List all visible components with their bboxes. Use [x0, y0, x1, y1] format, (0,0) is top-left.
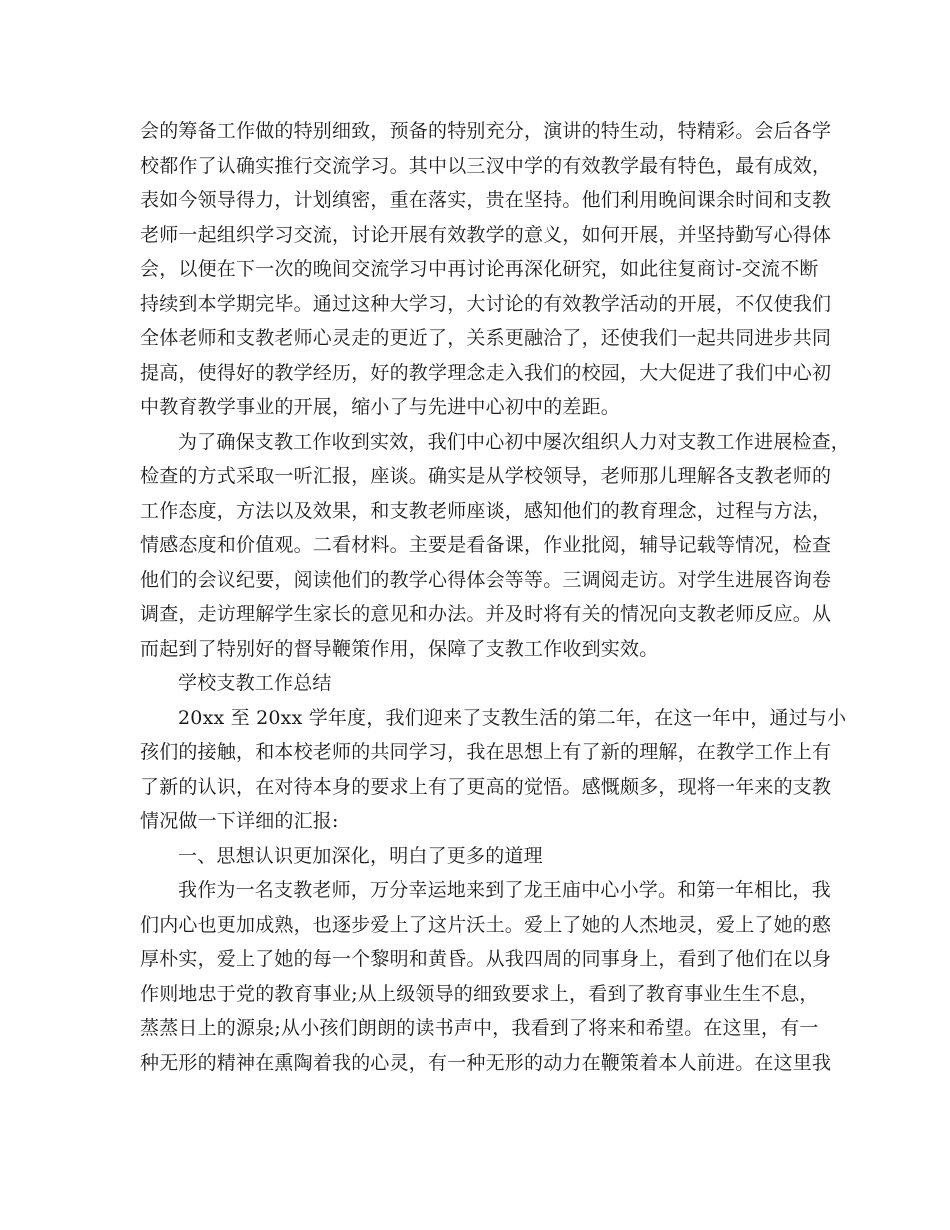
text-line: 学校支教工作总结 [178, 672, 332, 694]
text-line: 情感态度和价值观。二看材料。主要是看备课，作业批阅，辅导记载等情况，检查 [140, 534, 832, 556]
text-line: 而起到了特别好的督导鞭策作用，保障了支教工作收到实效。 [140, 637, 659, 660]
text-line: 情况做一下详细的汇报: [140, 810, 339, 832]
text-line: 们内心也更加成熟，也逐步爱上了这片沃土。爱上了她的人杰地灵，爱上了她的憨 [140, 913, 832, 936]
text-line: 作则地忠于党的教育事业;从上级领导的细致要求上，看到了教育事业生生不息， [140, 982, 819, 1005]
text-line: 我作为一名支教老师，万分幸运地来到了龙王庙中心小学。和第一年相比，我 [178, 879, 831, 901]
text-line: 会的筹备工作做的特别细致，预备的特别充分，演讲的特生动，特精彩。会后各学 [140, 120, 832, 142]
text-line: 20xx 至 20xx 学年度，我们迎来了支教生活的第二年，在这一年中，通过与小 [178, 706, 847, 729]
text-line: 调查，走访理解学生家长的意见和办法。并及时将有关的情况向支教老师反应。从 [140, 603, 832, 625]
text-line: 提高，使得好的教学经历，好的教学理念走入我们的校园，大大促进了我们中心初 [140, 361, 832, 384]
text-line: 厚朴实，爱上了她的每一个黎明和黄昏。从我四周的同事身上，看到了他们在以身 [140, 948, 832, 970]
text-line: 校都作了认确实推行交流学习。其中以三汊中学的有效教学最有特色，最有成效， [140, 154, 832, 177]
text-line: 一、思想认识更加深化，明白了更多的道理 [178, 844, 543, 867]
text-line: 种无形的精神在熏陶着我的心灵，有一种无形的动力在鞭策着本人前进。在这里我 [140, 1051, 832, 1074]
text-line: 工作态度，方法以及效果，和支教老师座谈，感知他们的教育理念，过程与方法， [140, 499, 832, 522]
text-line: 全体老师和支教老师心灵走的更近了，关系更融洽了，还使我们一起共同进步共同 [140, 327, 832, 349]
text-line: 老师一起组织学习交流，讨论开展有效教学的意义，如何开展，并坚持勤写心得体 [140, 223, 832, 246]
text-line: 持续到本学期完毕。通过这种大学习，大讨论的有效教学活动的开展，不仅使我们 [140, 292, 832, 315]
text-line: 中教育教学事业的开展，缩小了与先进中心初中的差距。 [140, 396, 621, 418]
text-line: 他们的会议纪要，阅读他们的教学心得体会等等。三调阅走访。对学生进展咨询卷 [140, 568, 832, 591]
text-line: 检查的方式采取一听汇报，座谈。确实是从学校领导，老师那儿理解各支教老师的 [140, 465, 832, 487]
text-line: 表如今领导得力，计划缜密，重在落实，贵在坚持。他们利用晚间课余时间和支教 [140, 189, 832, 211]
body-text [140, 114, 851, 1080]
text-line: 为了确保支教工作收到实效，我们中心初中屡次组织人力对支教工作进展检查， [178, 430, 851, 453]
text-line: 蒸蒸日上的源泉;从小孩们朗朗的读书声中，我看到了将来和希望。在这里，有一 [140, 1017, 819, 1039]
text-line: 了新的认识，在对待本身的要求上有了更高的觉悟。感慨颇多，现将一年来的支教 [140, 775, 832, 798]
text-line: 孩们的接触，和本校老师的共同学习，我在思想上有了新的理解，在教学工作上有 [140, 741, 832, 763]
text-line: 会，以便在下一次的晚间交流学习中再讨论再深化研究，如此往复商讨-交流不断 [140, 258, 819, 280]
